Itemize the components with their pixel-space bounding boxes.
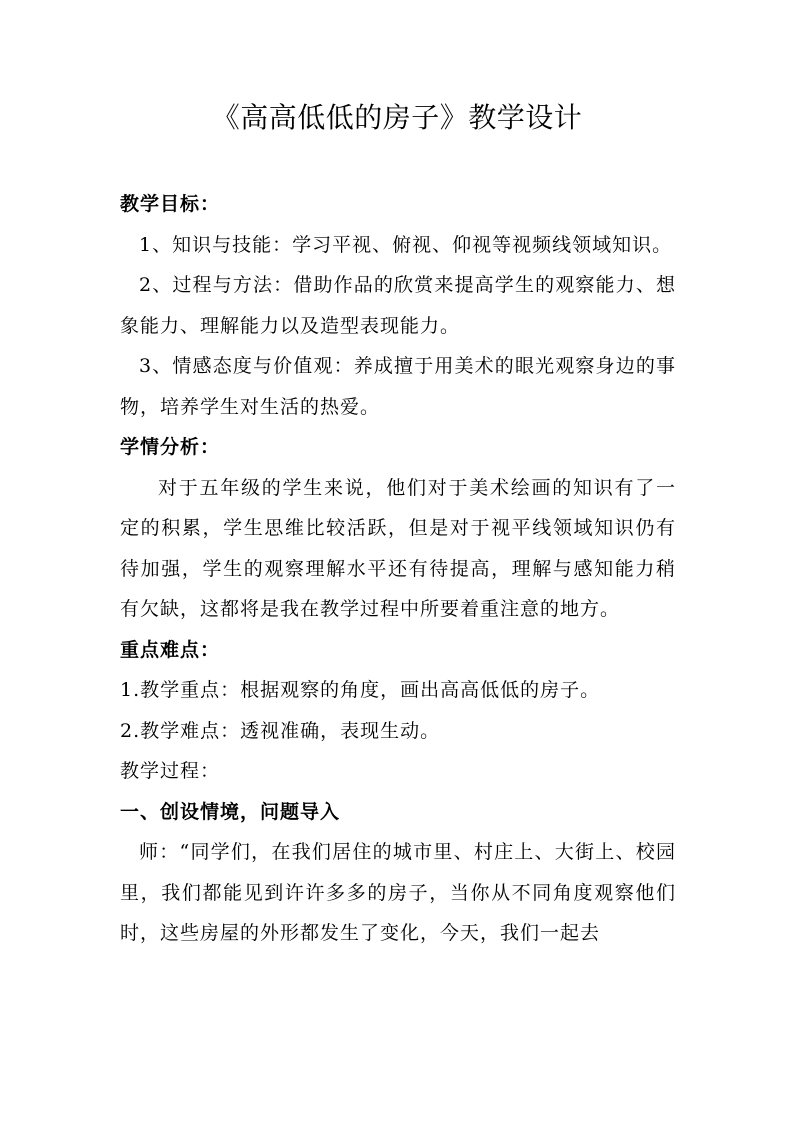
key-point-difficulty: 2.教学难点：透视准确，表现生动。 — [120, 719, 441, 742]
document-title: 《高高低低的房子》教学设计 — [211, 101, 583, 134]
process-step-one-heading: 一、创设情境，问题导入 — [120, 800, 341, 823]
process-step-one-paragraph: 师：“同学们，在我们居住的城市里、村庄上、大街上、校园里，我们都能见到许许多多的房子，当你从不同角度观察他们时，这些房屋的外形都发生了变化，今天，我们一起去 — [120, 841, 676, 944]
key-point-focus: 1.教学重点：根据观察的角度，画出高高低低的房子。 — [120, 679, 601, 701]
section-heading-analysis: 学情分析： — [120, 436, 221, 458]
document-body — [120, 184, 676, 954]
section-heading-key-points: 重点难点： — [120, 638, 221, 661]
section-heading-objectives: 教学目标： — [120, 193, 221, 215]
analysis-paragraph: 对于五年级的学生来说，他们对于美术绘画的知识有了一定的积累，学生思维比较活跃，但是对于视平线领域知识仍有待加强，学生的观察理解水平还有待提高，理解与感知能力稍有欠缺，这都将是我在教学过程中所要着重注意的地方。 — [120, 476, 676, 620]
objective-knowledge: 1、知识与技能：学习平视、俯视、仰视等视频线领域知识。 — [139, 233, 673, 256]
objective-attitude: 3、情感态度与价值观：养成擅于用美术的眼光观察身边的事物，培养学生对生活的热爱。 — [120, 355, 676, 418]
objective-process: 2、过程与方法：借助作品的欣赏来提高学生的观察能力、想象能力、理解能力以及造型表现能力。 — [120, 274, 676, 337]
section-heading-process: 教学过程： — [120, 760, 221, 782]
